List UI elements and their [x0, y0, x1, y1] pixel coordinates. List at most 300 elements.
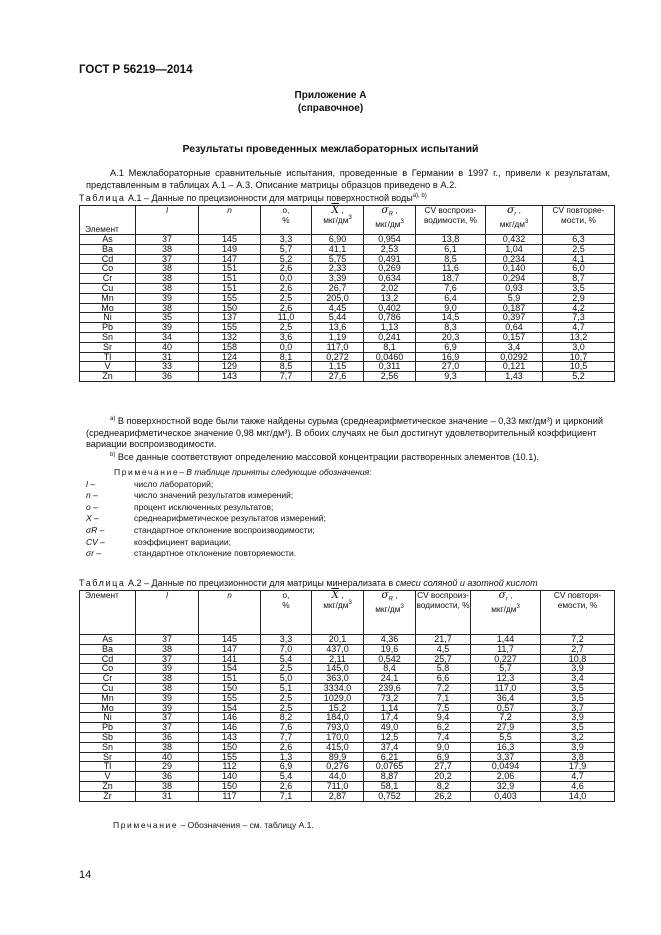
notes-item — [86, 537, 606, 549]
section-title: Результаты проведенных межлабораторных испытаний — [182, 143, 479, 155]
table1-cell: 0,241 — [364, 332, 416, 342]
table2-cell: 0,227 — [471, 654, 541, 664]
table2-cell: 1,44 — [471, 635, 541, 645]
table2-cell-element: Sr — [80, 752, 136, 762]
table2-row — [80, 683, 615, 693]
table1-cell-element: Tl — [80, 352, 136, 362]
table2-cell: 145 — [199, 635, 261, 645]
table1-cell: 0,187 — [486, 303, 543, 313]
table1-cell: 4,2 — [543, 303, 615, 313]
table1-cell: 8,3 — [416, 323, 486, 333]
table1-caption-sup: а), b) — [412, 193, 427, 199]
table1-cell: 205,0 — [312, 293, 364, 303]
table1-cell: 143 — [199, 372, 261, 382]
table2-row — [80, 723, 615, 733]
table2-cell: 0,542 — [364, 654, 416, 664]
table1-cell: 1,19 — [312, 332, 364, 342]
table2-row — [80, 791, 615, 801]
table2-cell: 4,5 — [416, 644, 471, 654]
table1-cell: 2,6 — [261, 303, 312, 313]
table1-header-cv-reproducibility: CV воспроиз-водимости, % — [416, 206, 486, 235]
table2-cell: 37 — [136, 723, 199, 733]
table2-cell-element: Ni — [80, 713, 136, 723]
table2-note: Примечание – Обозначения – см. таблицу А.1. — [113, 820, 314, 830]
table2-cell: 27,9 — [471, 723, 541, 733]
table1-cell: 0,64 — [486, 323, 543, 333]
table1-cell: 14,5 — [416, 313, 486, 323]
page-number: 14 — [79, 869, 92, 881]
table2-cell: 6,6 — [416, 674, 471, 684]
table2-cell: 10,8 — [541, 654, 615, 664]
table2-cell: 711,0 — [312, 781, 364, 791]
table2-cell: 31 — [136, 791, 199, 801]
table2-cell-element: Pb — [80, 723, 136, 733]
table1-cell: 0,432 — [486, 235, 543, 245]
table2-cell: 36 — [136, 772, 199, 782]
table2-cell: 146 — [199, 713, 261, 723]
table2-cell: 26,2 — [416, 791, 471, 801]
table2-cell: 3,8 — [541, 752, 615, 762]
table2-cell-element: Co — [80, 664, 136, 674]
table1-row — [80, 362, 615, 372]
table2-cell: 5,4 — [261, 654, 312, 664]
table1-cell-element: Cd — [80, 254, 136, 264]
table2-cell-element: Mo — [80, 703, 136, 713]
table2-cell: 12,3 — [471, 674, 541, 684]
table2-cell: 16,3 — [471, 742, 541, 752]
table1-row — [80, 235, 615, 245]
table2-cell: 9,0 — [416, 742, 471, 752]
table1-cell: 1,15 — [312, 362, 364, 372]
notes-item — [86, 479, 606, 491]
table1-cell-element: Zn — [80, 372, 136, 382]
table2-cell: 24,1 — [364, 674, 416, 684]
intro-paragraph — [86, 167, 610, 191]
notes-item — [86, 513, 606, 525]
table1-cell: 6,3 — [543, 235, 615, 245]
table2-cell: 140 — [199, 772, 261, 782]
table2-cell: 20,2 — [416, 772, 471, 782]
table2-cell: 5,1 — [261, 683, 312, 693]
table1-cell: 0,121 — [486, 362, 543, 372]
table1-cell: 0,93 — [486, 283, 543, 293]
table2-cell: 44,0 — [312, 772, 364, 782]
table1-cell: 3,5 — [543, 283, 615, 293]
table2-cell: 20,1 — [312, 635, 364, 645]
table1-cell: 0,491 — [364, 254, 416, 264]
table2-cell: 0,752 — [364, 791, 416, 801]
notes-item-symbol: o – — [86, 501, 98, 512]
table1-cell: 0,157 — [486, 332, 543, 342]
table2-cell: 143 — [199, 732, 261, 742]
table2-cell: 5,0 — [261, 674, 312, 684]
table1-cell: 27,0 — [416, 362, 486, 372]
table1-cell: 0,0460 — [364, 352, 416, 362]
table1-row — [80, 342, 615, 352]
table2-cell: 363,0 — [312, 674, 364, 684]
table1-header-row — [80, 206, 615, 235]
notes-item — [86, 490, 606, 502]
table2-cell: 5,5 — [471, 732, 541, 742]
table1-cell: 0,0 — [261, 342, 312, 352]
table2-cell: 39 — [136, 693, 199, 703]
table1-cell-element: Mo — [80, 303, 136, 313]
table1-cell: 8,5 — [261, 362, 312, 372]
table1-cell: 151 — [199, 274, 261, 284]
table1-cell: 39 — [136, 293, 199, 303]
notes-item-description: коэффициент вариации; — [134, 536, 231, 547]
table2-cell-element: Sb — [80, 732, 136, 742]
table2-cell: 147 — [199, 644, 261, 654]
table2-cell: 239,6 — [364, 683, 416, 693]
table1-cell: 38 — [136, 283, 199, 293]
table1-cell: 38 — [136, 274, 199, 284]
table2-cell: 150 — [199, 683, 261, 693]
table1-cell: 38 — [136, 303, 199, 313]
table2-cell: 58,1 — [364, 781, 416, 791]
table1-cell: 27,6 — [312, 372, 364, 382]
table1-header-cv-repeatability: CV повторяе-мости, % — [543, 206, 615, 235]
table1-row — [80, 283, 615, 293]
table1-row — [80, 254, 615, 264]
notes-item — [86, 502, 606, 514]
table2-cell: 7,0 — [261, 644, 312, 654]
table1-row — [80, 293, 615, 303]
table1-header-sigma-r: $\sigma_r$ , мкг/$дм^3$ — [486, 206, 543, 235]
table1-cell: 2,6 — [261, 283, 312, 293]
table2-cell: 38 — [136, 674, 199, 684]
annex-title: Приложение А — [294, 90, 367, 101]
table2-header-element: Элемент — [80, 591, 136, 635]
table2-cell: 2,6 — [261, 781, 312, 791]
table1-cell-element: Sr — [80, 342, 136, 352]
table2-cell: 3,3 — [261, 635, 312, 645]
table1-header-element: Элемент — [80, 206, 136, 235]
table1-cell: 2,9 — [543, 293, 615, 303]
table1-cell: 0,954 — [364, 235, 416, 245]
table2-cell: 11,7 — [471, 644, 541, 654]
table1-cell: 149 — [199, 244, 261, 254]
table1-row — [80, 313, 615, 323]
table1-cell: 6,4 — [416, 293, 486, 303]
table1-cell: 4,7 — [543, 323, 615, 333]
table2-cell: 7,4 — [416, 732, 471, 742]
table2-cell: 3,37 — [471, 752, 541, 762]
table2-cell: 7,7 — [261, 732, 312, 742]
table2-cell: 154 — [199, 664, 261, 674]
table2-cell: 6,9 — [416, 752, 471, 762]
table2-cell: 36,4 — [471, 693, 541, 703]
table1-cell: 0,311 — [364, 362, 416, 372]
table2-cell: 1,3 — [261, 752, 312, 762]
table1-cell: 3,4 — [486, 342, 543, 352]
table2-cell: 7,1 — [261, 791, 312, 801]
table1-cell: 0,634 — [364, 274, 416, 284]
intro-text: А.1 Межлабораторные сравнительные испытания, проведенные в Германии в 1997 г., привели к результатам, представленным в таблицах А.1 – А.3. Описание матрицы образцов приведено в А.2. — [86, 168, 610, 190]
table1-cell: 8,7 — [543, 274, 615, 284]
table2-caption-text: А.2 – Данные по прецизионности для матрицы минерализата в — [128, 578, 394, 588]
table1-cell: 129 — [199, 362, 261, 372]
table1-cell-element: Pb — [80, 323, 136, 333]
table1-cell: 132 — [199, 332, 261, 342]
table1-cell: 1,04 — [486, 244, 543, 254]
table2-cell: 17,4 — [364, 713, 416, 723]
annex-heading — [0, 89, 661, 115]
table1-cell: 4,45 — [312, 303, 364, 313]
table1-cell: 33 — [136, 362, 199, 372]
table2-header-cv-repeatability: CV повторя-емости, % — [541, 591, 615, 635]
table1-cell: 151 — [199, 264, 261, 274]
table1-row — [80, 372, 615, 382]
table1-cell-element: Cu — [80, 283, 136, 293]
table1-cell: 2,6 — [261, 264, 312, 274]
footnote-b-text: Все данные соответствуют определению массовой концентрации растворенных элементов (10.1). — [117, 452, 539, 462]
table2-cell: 4,7 — [541, 772, 615, 782]
table2-cell: 9,4 — [416, 713, 471, 723]
table2-cell: 5,7 — [471, 664, 541, 674]
table2-cell-element: As — [80, 635, 136, 645]
table2-cell: 0,403 — [471, 791, 541, 801]
table1-cell: 7,7 — [261, 372, 312, 382]
table2-cell: 0,276 — [312, 762, 364, 772]
notes-item-symbol: X – — [86, 513, 99, 524]
table1-body — [80, 235, 615, 382]
table1-cell-element: Cr — [80, 274, 136, 284]
table1-cell: 39 — [136, 323, 199, 333]
table2-row — [80, 644, 615, 654]
table1-cell-element: Mn — [80, 293, 136, 303]
table1-row — [80, 274, 615, 284]
table1-cell: 2,02 — [364, 283, 416, 293]
table2-cell: 2,06 — [471, 772, 541, 782]
table2-cell: 38 — [136, 742, 199, 752]
table1-cell: 124 — [199, 352, 261, 362]
notes-item-symbol: CV – — [86, 536, 105, 547]
table2-row — [80, 693, 615, 703]
table1-cell: 2,53 — [364, 244, 416, 254]
table2 — [79, 590, 615, 802]
table2-cell-element: Zr — [80, 791, 136, 801]
table2-cell: 15,2 — [312, 703, 364, 713]
table1-cell: 2,56 — [364, 372, 416, 382]
table2-cell: 39 — [136, 664, 199, 674]
table1-cell-element: Co — [80, 264, 136, 274]
notes-item-symbol: σr – — [86, 548, 102, 559]
table1-row — [80, 332, 615, 342]
notes-item-symbol: l – — [86, 478, 95, 489]
table2-caption — [79, 578, 538, 588]
table1-caption — [79, 193, 427, 203]
table2-cell: 7,2 — [471, 713, 541, 723]
table1-cell: 5,2 — [543, 372, 615, 382]
table2-header-n: n — [199, 591, 261, 635]
table2-cell: 4,6 — [541, 781, 615, 791]
table1-cell: 155 — [199, 323, 261, 333]
table1-cell: 155 — [199, 293, 261, 303]
table2-cell: 3,9 — [541, 742, 615, 752]
table2-header-sigma-r: $\sigma_r$ , мкг/$дм^3$ — [471, 591, 541, 635]
table1-cell: 2,5 — [261, 323, 312, 333]
table2-cell-element: Sn — [80, 742, 136, 752]
document-header: ГОСТ Р 56219—2014 — [79, 64, 193, 76]
table1-cell: 0,0292 — [486, 352, 543, 362]
notes-item-symbol: σR – — [86, 524, 105, 535]
table2-cell-element: Cu — [80, 683, 136, 693]
table2-cell: 89,9 — [312, 752, 364, 762]
table2-cell: 117 — [199, 791, 261, 801]
table1-cell: 13,6 — [312, 323, 364, 333]
table2-cell: 117,0 — [471, 683, 541, 693]
table1-cell-element: Sn — [80, 332, 136, 342]
table1-cell: 6,0 — [543, 264, 615, 274]
table2-cell: 170,0 — [312, 732, 364, 742]
table2-cell-element: Zn — [80, 781, 136, 791]
table2-caption-italic: смеси соляной и азотной кислот — [395, 578, 538, 588]
table1-cell: 13,8 — [416, 235, 486, 245]
table2-cell: 6,9 — [261, 762, 312, 772]
table2-cell: 8,87 — [364, 772, 416, 782]
table2-cell: 8,2 — [416, 781, 471, 791]
table2-cell: 21,7 — [416, 635, 471, 645]
table1-cell: 10,7 — [543, 352, 615, 362]
table1-cell-element: Ni — [80, 313, 136, 323]
table2-header-mean: $\overline{X}$ , мкг/$дм^3$ — [312, 591, 364, 635]
table2-cell: 151 — [199, 674, 261, 684]
table1-cell: 11,0 — [261, 313, 312, 323]
table1-cell: 37 — [136, 235, 199, 245]
table1-cell: 41,1 — [312, 244, 364, 254]
table1-cell: 0,269 — [364, 264, 416, 274]
notes-item-description: число лабораторий; — [134, 478, 214, 489]
table1-cell: 8,5 — [416, 254, 486, 264]
table1-cell: 13,2 — [543, 332, 615, 342]
table2-cell: 38 — [136, 644, 199, 654]
table2-cell: 6,2 — [416, 723, 471, 733]
table1-cell: 2,5 — [261, 293, 312, 303]
table2-cell-element: Cd — [80, 654, 136, 664]
table2-cell: 38 — [136, 683, 199, 693]
table1-header-o: o, % — [261, 206, 312, 235]
table1-cell: 0,234 — [486, 254, 543, 264]
table2-cell: 73,2 — [364, 693, 416, 703]
table1-cell: 4,1 — [543, 254, 615, 264]
notes-heading: Примечание – В таблице приняты следующие обозначения: — [114, 467, 372, 477]
table1-cell: 0,402 — [364, 303, 416, 313]
table2-cell: 4,36 — [364, 635, 416, 645]
table1-row — [80, 244, 615, 254]
table2-cell: 1,14 — [364, 703, 416, 713]
table1-cell: 26,7 — [312, 283, 364, 293]
table2-cell: 36 — [136, 732, 199, 742]
table2-cell: 49,0 — [364, 723, 416, 733]
table1-cell: 11,6 — [416, 264, 486, 274]
table2-cell: 3,4 — [541, 674, 615, 684]
table1-cell: 20,3 — [416, 332, 486, 342]
table1-cell: 0,140 — [486, 264, 543, 274]
footnote-a-text: В поверхностной воде были также найдены сурьма (среднеарифметическое значение – 0,33 мкг/дм³) и цирконий (среднеарифметическое значение 0,98 мкг/дм³). В обоих случаях не был достигнут удовлетворительный коэффициент вариации воспроизводимости. — [86, 416, 604, 450]
table2-cell-element: Cr — [80, 674, 136, 684]
table2-row — [80, 732, 615, 742]
table1-cell: 9,3 — [416, 372, 486, 382]
table1-cell: 0,786 — [364, 313, 416, 323]
table1-cell: 3,6 — [261, 332, 312, 342]
table2-header-l: l — [136, 591, 199, 635]
notes-item-description: число значений результатов измерений; — [134, 490, 294, 501]
table2-cell: 3,5 — [541, 683, 615, 693]
table1-cell: 5,9 — [486, 293, 543, 303]
table1-cell: 1,13 — [364, 323, 416, 333]
table2-cell: 184,0 — [312, 713, 364, 723]
table1-header-mean: $\overline{X}$ , мкг/$дм^3$ — [312, 206, 364, 235]
table1-cell: 37 — [136, 254, 199, 264]
table2-cell: 32,9 — [471, 781, 541, 791]
table2-cell: 145,0 — [312, 664, 364, 674]
table1-cell: 151 — [199, 283, 261, 293]
table1-cell: 2,33 — [312, 264, 364, 274]
table2-cell: 146 — [199, 723, 261, 733]
table2-cell: 1029,0 — [312, 693, 364, 703]
table1-cell: 145 — [199, 235, 261, 245]
table2-cell: 2,5 — [261, 703, 312, 713]
table2-cell: 3,5 — [541, 723, 615, 733]
table2-cell-element: Mn — [80, 693, 136, 703]
table2-cell: 27,7 — [416, 762, 471, 772]
table2-cell: 2,11 — [312, 654, 364, 664]
table2-cell: 0,0494 — [471, 762, 541, 772]
annex-subtitle: (справочное) — [297, 103, 364, 114]
table2-cell-element: Ba — [80, 644, 136, 654]
table2-cell: 150 — [199, 742, 261, 752]
table1-cell-element: V — [80, 362, 136, 372]
table1-cell: 147 — [199, 254, 261, 264]
table2-cell: 415,0 — [312, 742, 364, 752]
table2-cell: 2,5 — [261, 693, 312, 703]
table2-cell: 793,0 — [312, 723, 364, 733]
table2-cell: 3,9 — [541, 713, 615, 723]
table2-cell: 3,9 — [541, 664, 615, 674]
table2-row — [80, 781, 615, 791]
table2-cell: 2,6 — [261, 742, 312, 752]
notes-item — [86, 548, 606, 560]
table1-cell: 3,3 — [261, 235, 312, 245]
table2-row — [80, 635, 615, 645]
table2-cell: 17,9 — [541, 762, 615, 772]
notes-item-description: процент исключенных результатов; — [134, 501, 274, 512]
table1-cell-element: Ba — [80, 244, 136, 254]
table1-cell: 9,0 — [416, 303, 486, 313]
table2-cell: 155 — [199, 752, 261, 762]
footnote-a: $^{а)}$ В поверхностной воде были также найдены сурьма (среднеарифметическое значение – 0,33 мкг/дм³) и цирконий (среднеарифметическое значение 0,98 мкг/дм³). В обоих случаях не был достигнут удовлетворительный коэффициент вариации воспроизводимости. — [86, 415, 604, 450]
table2-cell: 5,4 — [261, 772, 312, 782]
table2-cell: 37 — [136, 635, 199, 645]
table1-row — [80, 303, 615, 313]
table2-row — [80, 772, 615, 782]
table1-cell: 117,0 — [312, 342, 364, 352]
table2-cell: 155 — [199, 693, 261, 703]
table2-cell: 8,2 — [261, 713, 312, 723]
table1-header-n: n — [199, 206, 261, 235]
table1-cell: 5,2 — [261, 254, 312, 264]
notes-block — [86, 467, 606, 560]
table1-cell: 0,272 — [312, 352, 364, 362]
table2-cell: 2,7 — [541, 644, 615, 654]
table1 — [79, 205, 615, 382]
table1-row — [80, 323, 615, 333]
table1-cell: 7,3 — [543, 313, 615, 323]
table1-cell: 150 — [199, 303, 261, 313]
table2-body — [80, 635, 615, 802]
table2-cell: 37,4 — [364, 742, 416, 752]
